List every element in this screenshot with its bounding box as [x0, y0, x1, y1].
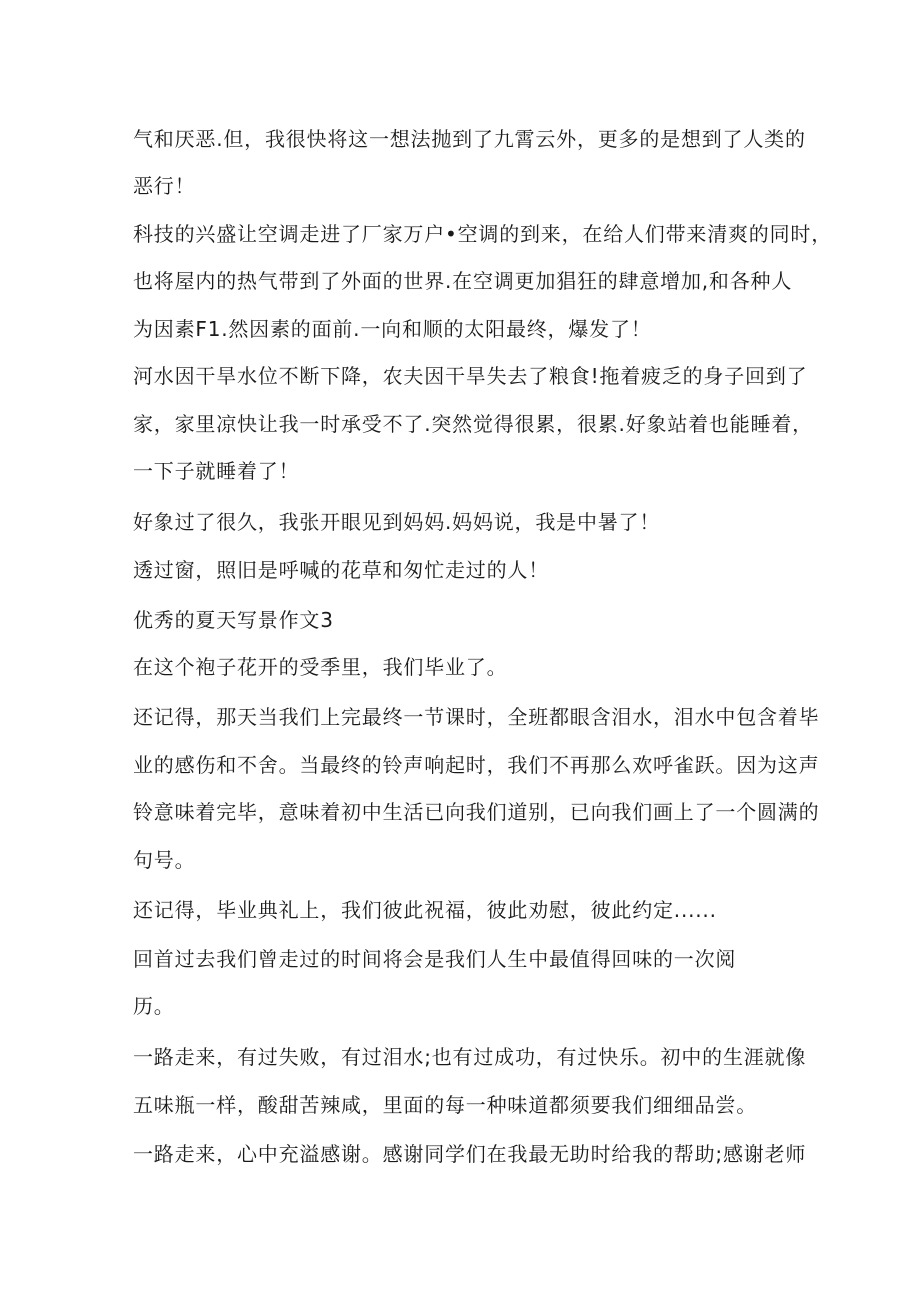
text-line: 在这个袍子花开的受季里，我们毕业了。	[133, 655, 508, 679]
section-heading: 优秀的夏天写景作文3	[133, 608, 334, 632]
text-line: 为因素F1.然因素的面前.一向和顺的太阳最终，爆发了！	[133, 317, 652, 341]
text-line: 五味瓶一样，酸甜苦辣咸，里面的每一种味道都须要我们细细品尝。	[133, 1093, 757, 1117]
text-line: 回首过去我们曾走过的时间将会是我们人生中最值得回味的一次阅	[133, 947, 737, 971]
text-line: 气和厌恶.但，我很快将这一想法抛到了九霄云外，更多的是想到了人类的	[133, 127, 806, 151]
text-line: 业的感伤和不舍。当最终的铃声响起时，我们不再那么欢呼雀跃。因为这声	[133, 753, 820, 777]
text-line: 句号。	[133, 848, 196, 872]
text-line: 透过窗，照旧是呼喊的花草和匆忙走过的人！	[133, 558, 549, 582]
text-line: 还记得，那天当我们上完最终一节课时，全班都眼含泪水，泪水中包含着毕	[133, 705, 820, 729]
text-line: 历。	[133, 994, 175, 1018]
text-line: 一下子就睡着了！	[133, 459, 300, 483]
text-line: 一路走来，有过失败，有过泪水;也有过成功，有过快乐。初中的生涯就像	[133, 1045, 807, 1069]
text-line: 河水因干旱水位不断下降，农夫因干旱失去了粮食!拖着疲乏的身子回到了	[133, 364, 808, 388]
text-line: 科技的兴盛让空调走进了厂家万户•空调的到来，在给人们带来清爽的同时，	[133, 222, 832, 246]
text-line: 铃意味着完毕，意味着初中生活已向我们道别，已向我们画上了一个圆满的	[133, 800, 820, 824]
text-line: 一路走来，心中充溢感谢。感谢同学们在我最无助时给我的帮助;感谢老师	[133, 1142, 807, 1166]
text-line: 好象过了很久，我张开眼见到妈妈.妈妈说，我是中暑了！	[133, 510, 661, 534]
text-line: 家，家里凉快让我一时承受不了.突然觉得很累，很累.好象站着也能睡着，	[133, 412, 813, 436]
text-line: 也将屋内的热气带到了外面的世界.在空调更加猖狂的肆意增加,和各种人	[133, 269, 793, 293]
text-line: 还记得，毕业典礼上，我们彼此祝福，彼此劝慰，彼此约定......	[133, 898, 717, 922]
text-line: 恶行！	[133, 174, 196, 198]
